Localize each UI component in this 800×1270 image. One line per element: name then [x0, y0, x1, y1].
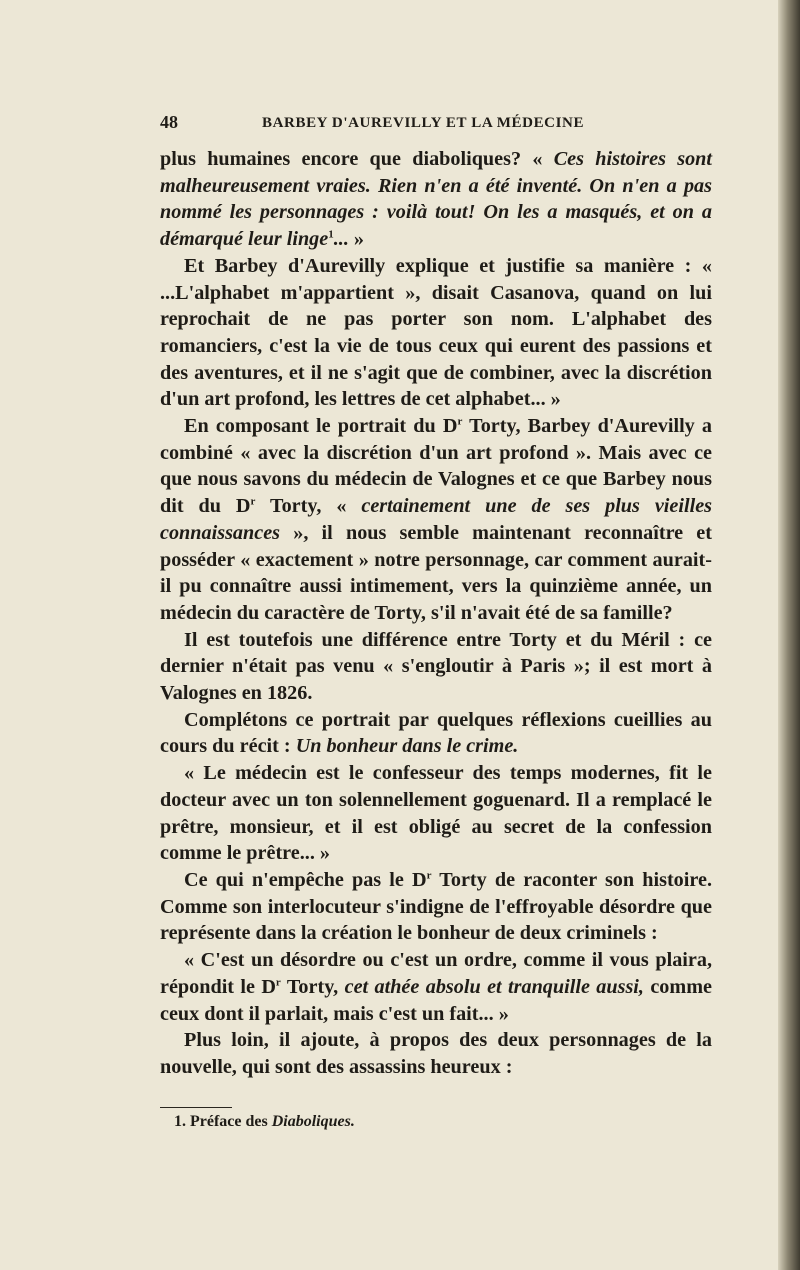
- paragraph-text: plus humaines encore que diaboliques? «: [160, 148, 554, 170]
- page-number: 48: [160, 112, 178, 132]
- superscript: r: [275, 976, 281, 989]
- paragraph-text: Il est toutefois une différence entre Torty et du Méril : ce dernier n'était pas venu « s'engloutir à Paris »; il est mort à Valognes en 1826.: [160, 628, 712, 705]
- superscript: 1: [328, 228, 334, 241]
- italic-text: Ces histoires sont malheureusement vraies. Rien n'en a été inventé. On n'en a pas nommé les personnages : voilà tout! On les a masqués, et on a démarqué leur linge: [160, 148, 713, 251]
- paragraph-text: Complétons ce portrait par quelques réflexions cueillies au cours du récit :: [160, 708, 712, 758]
- superscript: r: [250, 495, 256, 508]
- paragraph: [160, 1027, 712, 1080]
- italic-text: certainement une de ses plus vieilles connaissances: [160, 495, 713, 544]
- paragraph-text: « Le médecin est le confesseur des temps modernes, fit le docteur avec un ton solennellement goguenard. Il a remplacé le prêtre, monsieur, et il est obligé au secret de la confession comme le prêtre... »: [160, 762, 712, 865]
- paragraph-text: Et Barbey d'Aurevilly explique et justifie sa manière : « ...L'alphabet m'appartient », disait Casanova, quand on lui reprochait de ne pas porter son nom. L'alphabet des romanciers, c'est la vie de tous ceux qui eurent des passions et des aventures, et il ne s'agit que de combiner, avec la discrétion d'un art profond, les lettres de cet alphabet... »: [160, 254, 712, 411]
- footnote-title: Diaboliques.: [271, 1113, 355, 1130]
- paragraph: [160, 627, 712, 707]
- paragraph-text: », il nous semble maintenant reconnaître et posséder « exactement » notre personnage, car comment aurait-il pu connaître aussi intimement, vers la quinzième année, un médecin du caractère de Torty, s'il n'avait été de sa famille?: [160, 521, 712, 624]
- paragraph: [160, 146, 712, 253]
- page-edge-shadow: [778, 0, 800, 1270]
- footnote-rule: [160, 1107, 232, 1108]
- paragraph-text: Torty,: [280, 975, 345, 998]
- paragraph: [160, 947, 712, 1027]
- body-text: [160, 146, 712, 1081]
- running-title: BARBEY D'AUREVILLY ET LA MÉDECINE: [262, 115, 585, 131]
- paragraph-text: Plus loin, il ajoute, à propos des deux personnages de la nouvelle, qui sont des assassins heureux :: [160, 1029, 712, 1078]
- italic-text: ...: [333, 228, 349, 251]
- paragraph-text: Torty, Barbey d'Aurevilly a combiné « avec la discrétion d'un art profond ». Mais avec ce que nous savons du médecin de Valognes et ce que Barbey nous dit du D: [160, 415, 713, 518]
- paragraph-text: Torty de raconter son histoire. Comme son interlocuteur s'indigne de l'effroyable désordre que représente dans la création le bonheur de deux criminels :: [160, 868, 712, 945]
- paragraph: [160, 253, 712, 413]
- paragraph: [160, 707, 712, 760]
- footnote: [174, 1113, 694, 1131]
- paragraph-text: En composant le portrait du D: [184, 415, 458, 438]
- paragraph-text: »: [348, 228, 365, 251]
- paragraph-text: « C'est un désordre ou c'est un ordre, comme il vous plaira, répondit le D: [160, 949, 712, 998]
- paragraph-text: Ce qui n'empêche pas le D: [184, 868, 427, 891]
- paragraph: [160, 867, 712, 947]
- paragraph: [160, 760, 712, 867]
- italic-text: cet athée absolu et tranquille aussi,: [344, 975, 644, 998]
- superscript: r: [457, 415, 463, 428]
- italic-text: Un bonheur dans le crime.: [295, 735, 519, 758]
- paragraph-text: comme ceux dont il parlait, mais c'est un fait... »: [160, 975, 712, 1025]
- paragraph: [160, 413, 712, 627]
- paragraph-text: Torty, «: [255, 495, 362, 518]
- footnote-text: Préface des: [186, 1113, 272, 1130]
- footnote-number: 1.: [174, 1113, 186, 1130]
- superscript: r: [426, 869, 432, 882]
